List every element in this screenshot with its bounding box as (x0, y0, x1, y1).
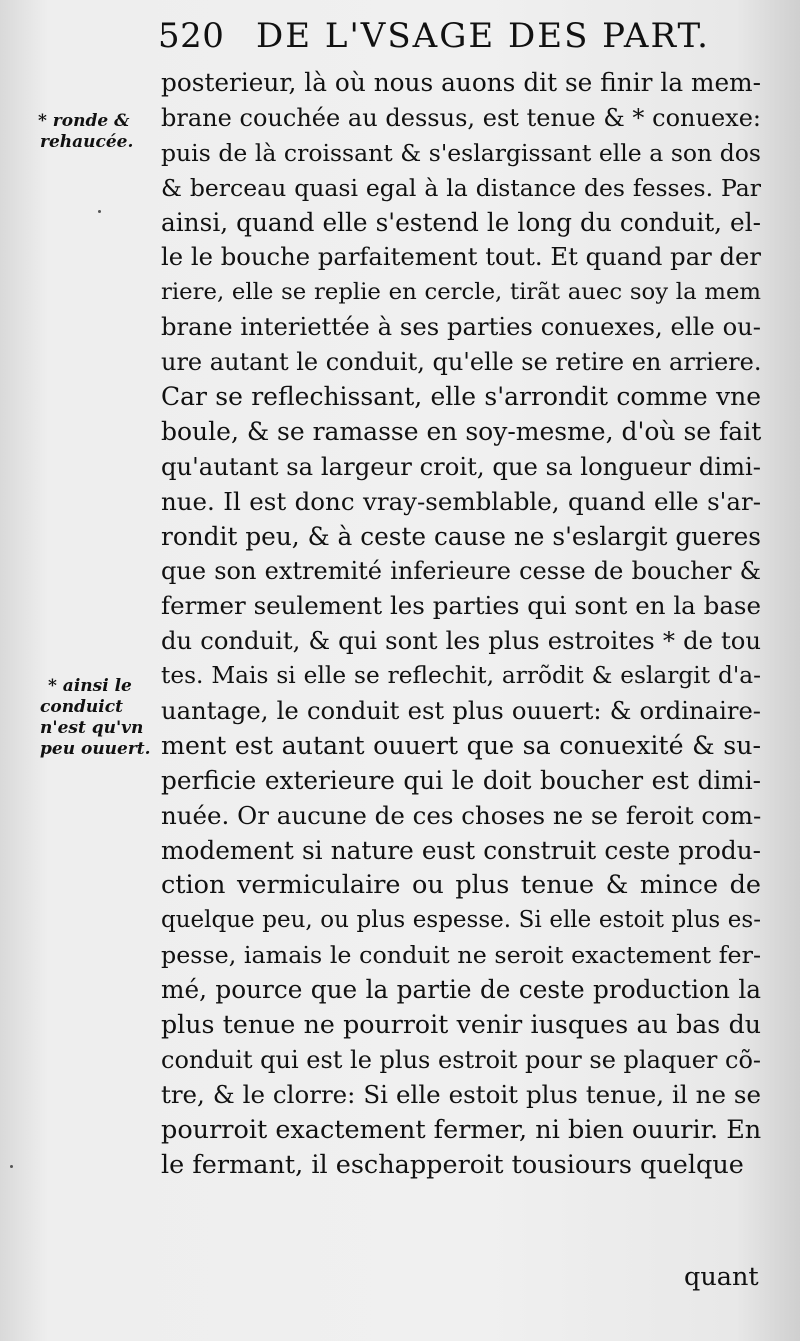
running-header (158, 16, 758, 60)
text-line: boule, & se ramasse en soy-mesme, d'où se fait (161, 416, 762, 446)
text-line: brane couchée au dessus, est tenue & * conuexe: (161, 103, 761, 132)
text-line: qu'autant sa largeur croit, que sa longueur dimi- (161, 451, 761, 481)
margin-note-line: conduict (40, 697, 123, 717)
text-line: pourroit exactement fermer, ni bien ouurir. En (161, 1114, 762, 1145)
text-line: tre, & le clorre: Si elle estoit plus tenue, il ne se (161, 1079, 761, 1109)
text-line: nuée. Or aucune de ces choses ne se feroit com- (161, 800, 762, 830)
text-line: rondit peu, & à ceste cause ne s'eslargit gueres (161, 521, 761, 551)
margin-note (38, 111, 133, 153)
catchword: quant (684, 1262, 759, 1292)
margin-note-line: * ronde & (38, 111, 130, 131)
margin-note-line: rehaucée. (40, 132, 134, 152)
text-line: conduit qui est le plus estroit pour se plaquer cõ- (161, 1045, 762, 1074)
running-title: DE L'VSAGE DES PART. (256, 16, 710, 56)
text-line: mé, pource que la partie de ceste production la (161, 975, 761, 1005)
text-line: ure autant le conduit, qu'elle se retire en arriere. (161, 348, 762, 377)
text-line: plus tenue ne pourroit venir iusques au bas du (161, 1010, 761, 1040)
text-line: ainsi, quand elle s'estend le long du conduit, el- (161, 207, 761, 237)
text-line: ction vermiculaire ou plus tenue & mince de (161, 870, 761, 901)
margin-note (40, 676, 151, 760)
text-line: riere, elle se replie en cercle, tirãt auec soy la mem (161, 279, 761, 306)
text-line: puis de là croissant & s'eslargissant elle a son dos (161, 138, 761, 167)
margin-note-line: * ainsi le (48, 676, 132, 696)
body-text (161, 66, 761, 1183)
margin-note-line: n'est qu'vn (40, 718, 144, 738)
text-line: modement si nature eust construit ceste produ- (161, 835, 761, 865)
text-line: que son extremité inferieure cesse de boucher & (161, 557, 761, 586)
paper-speck (10, 1165, 13, 1168)
margin-note-line: peu ouuert. (40, 739, 151, 759)
paper-speck (98, 210, 101, 213)
text-line: quelque peu, ou plus espesse. Si elle estoit plus es- (161, 907, 761, 934)
text-line: fermer seulement les parties qui sont en la base (161, 591, 761, 621)
text-line: ment est autant ouuert que sa conuexité & su- (161, 730, 761, 760)
text-line: du conduit, & qui sont les plus estroites * de tou (161, 626, 761, 656)
text-line: & berceau quasi egal à la distance des fesses. Par (161, 173, 761, 202)
text-line: tes. Mais si elle se reflechit, arrõdit & eslargit d'a- (161, 662, 761, 690)
text-line: Car se reflechissant, elle s'arrondit comme vne (161, 382, 761, 412)
page-number: 520 (158, 16, 225, 56)
text-line: perficie exterieure qui le doit boucher est dimi- (161, 765, 761, 795)
text-line: pesse, iamais le conduit ne seroit exactement fer- (161, 941, 761, 970)
text-line: posterieur, là où nous auons dit se finir la mem- (161, 68, 761, 97)
text-line: uantage, le conduit est plus ouuert: & ordinaire- (161, 696, 761, 726)
text-line: brane interiettée à ses parties conuexes, elle ou- (161, 312, 761, 342)
text-line: nue. Il est donc vray-semblable, quand elle s'ar- (161, 486, 761, 516)
text-line: le fermant, il eschapperoit tousiours quelque (161, 1149, 744, 1180)
text-line: le le bouche parfaitement tout. Et quand par der (161, 242, 761, 272)
